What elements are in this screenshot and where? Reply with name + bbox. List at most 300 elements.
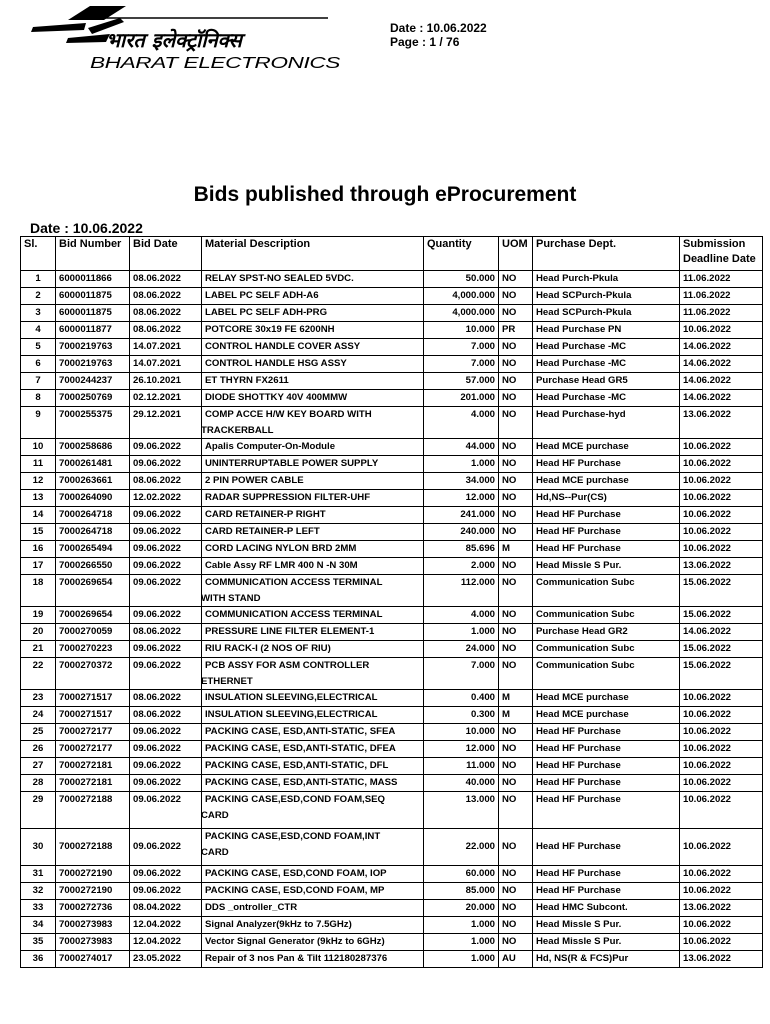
col-sl: Sl. (21, 237, 56, 271)
cell-dept: Head Purchase -MC (533, 390, 680, 407)
cell-deadline: 15.06.2022 (680, 641, 763, 658)
cell-sl: 28 (21, 775, 56, 792)
cell-deadline: 10.06.2022 (680, 490, 763, 507)
cell-deadline: 15.06.2022 (680, 607, 763, 624)
cell-date: 09.06.2022 (130, 439, 202, 456)
material-description: LABEL PC SELF ADH-PRG (205, 307, 328, 318)
material-description: CONTROL HANDLE COVER ASSY (205, 341, 361, 352)
cell-uom: NO (499, 741, 533, 758)
material-description: PACKING CASE, ESD,COND FOAM, MP (205, 885, 385, 896)
cell-deadline: 10.06.2022 (680, 724, 763, 741)
cell-sl: 23 (21, 690, 56, 707)
table-row (21, 707, 763, 724)
cell-bid: 7000272190 (56, 883, 130, 900)
cell-qty: 4,000.000 (424, 288, 499, 305)
cell-deadline: 11.06.2022 (680, 288, 763, 305)
cell-deadline: 13.06.2022 (680, 900, 763, 917)
cell-uom: NO (499, 829, 533, 866)
material-description: PACKING CASE, ESD,ANTI-STATIC, DFEA (205, 743, 396, 754)
cell-dept: Head HF Purchase (533, 829, 680, 866)
material-description: 2 PIN POWER CABLE (205, 475, 304, 486)
cell-deadline: 10.06.2022 (680, 439, 763, 456)
table-row (21, 507, 763, 524)
material-description: LABEL PC SELF ADH-A6 (205, 290, 319, 301)
table-row (21, 456, 763, 473)
cell-date: 08.06.2022 (130, 707, 202, 724)
table-row (21, 900, 763, 917)
cell-uom: NO (499, 456, 533, 473)
cell-desc (202, 724, 424, 741)
table-row (21, 792, 763, 829)
cell-deadline: 10.06.2022 (680, 507, 763, 524)
cell-dept: Communication Subc (533, 607, 680, 624)
cell-dept: Head HF Purchase (533, 758, 680, 775)
cell-desc (202, 356, 424, 373)
cell-dept: Head SCPurch-Pkula (533, 288, 680, 305)
cell-dept: Communication Subc (533, 575, 680, 607)
cell-date: 09.06.2022 (130, 829, 202, 866)
cell-qty: 4.000 (424, 407, 499, 439)
table-row (21, 690, 763, 707)
cell-deadline: 10.06.2022 (680, 690, 763, 707)
cell-uom: NO (499, 758, 533, 775)
cell-deadline: 10.06.2022 (680, 473, 763, 490)
cell-sl: 29 (21, 792, 56, 829)
material-description: POTCORE 30x19 FE 6200NH (205, 324, 335, 335)
cell-bid: 7000272181 (56, 775, 130, 792)
cell-desc (202, 866, 424, 883)
cell-date: 09.06.2022 (130, 792, 202, 829)
cell-desc (202, 288, 424, 305)
cell-date: 08.06.2022 (130, 473, 202, 490)
cell-uom: NO (499, 524, 533, 541)
material-description: PACKING CASE, ESD,ANTI-STATIC, MASS (205, 777, 398, 788)
cell-deadline: 10.06.2022 (680, 917, 763, 934)
cell-date: 23.05.2022 (130, 951, 202, 968)
cell-desc (202, 439, 424, 456)
cell-qty: 7.000 (424, 658, 499, 690)
cell-deadline: 10.06.2022 (680, 322, 763, 339)
table-row (21, 934, 763, 951)
cell-dept: Head MCE purchase (533, 690, 680, 707)
cell-desc (202, 541, 424, 558)
cell-uom: NO (499, 866, 533, 883)
cell-date: 08.06.2022 (130, 288, 202, 305)
cell-bid: 7000272188 (56, 792, 130, 829)
cell-date: 09.06.2022 (130, 641, 202, 658)
company-name-hindi: भारत इलेक्ट्रॉनिक्स (106, 28, 242, 52)
cell-sl: 12 (21, 473, 56, 490)
cell-uom: NO (499, 575, 533, 607)
table-row (21, 322, 763, 339)
material-description: Vector Signal Generator (9kHz to 6GHz) (205, 936, 385, 947)
cell-uom: NO (499, 271, 533, 288)
cell-uom: M (499, 690, 533, 707)
cell-desc (202, 490, 424, 507)
cell-sl: 32 (21, 883, 56, 900)
cell-bid: 7000269654 (56, 575, 130, 607)
col-quantity: Quantity (424, 237, 499, 271)
table-row (21, 373, 763, 390)
cell-sl: 9 (21, 407, 56, 439)
cell-bid: 7000266550 (56, 558, 130, 575)
cell-uom: NO (499, 356, 533, 373)
cell-bid: 7000271517 (56, 707, 130, 724)
cell-dept: Purchase Head GR2 (533, 624, 680, 641)
cell-desc (202, 305, 424, 322)
cell-dept: Head HMC Subcont. (533, 900, 680, 917)
material-description: INSULATION SLEEVING,ELECTRICAL (205, 692, 378, 703)
cell-sl: 19 (21, 607, 56, 624)
cell-date: 09.06.2022 (130, 758, 202, 775)
table-row (21, 607, 763, 624)
cell-dept: Head HF Purchase (533, 741, 680, 758)
cell-qty: 10.000 (424, 724, 499, 741)
bids-table (20, 236, 763, 968)
cell-dept: Hd,NS--Pur(CS) (533, 490, 680, 507)
page-title: Bids published through eProcurement (193, 183, 577, 206)
cell-qty: 22.000 (424, 829, 499, 866)
cell-bid: 7000270372 (56, 658, 130, 690)
cell-desc (202, 707, 424, 724)
table-row (21, 541, 763, 558)
material-description: RIU RACK-I (2 NOS OF RIU) (205, 643, 331, 654)
cell-desc (202, 624, 424, 641)
material-description: PRESSURE LINE FILTER ELEMENT-1 (205, 626, 375, 637)
cell-date: 09.06.2022 (130, 456, 202, 473)
cell-qty: 1.000 (424, 951, 499, 968)
cell-dept: Head HF Purchase (533, 775, 680, 792)
cell-bid: 7000250769 (56, 390, 130, 407)
table-row (21, 658, 763, 690)
cell-sl: 26 (21, 741, 56, 758)
material-description: CONTROL HANDLE HSG ASSY (205, 358, 347, 369)
cell-date: 08.06.2022 (130, 322, 202, 339)
cell-sl: 31 (21, 866, 56, 883)
cell-desc (202, 407, 424, 439)
cell-uom: NO (499, 883, 533, 900)
material-description: PACKING CASE,ESD,COND FOAM,INT (205, 831, 381, 842)
cell-sl: 22 (21, 658, 56, 690)
cell-desc (202, 575, 424, 607)
table-row (21, 288, 763, 305)
cell-date: 12.02.2022 (130, 490, 202, 507)
table-row (21, 917, 763, 934)
cell-desc (202, 741, 424, 758)
cell-desc (202, 390, 424, 407)
col-bid-number: Bid Number (56, 237, 130, 271)
cell-uom: NO (499, 624, 533, 641)
cell-desc (202, 934, 424, 951)
cell-bid: 7000272736 (56, 900, 130, 917)
cell-date: 14.07.2021 (130, 339, 202, 356)
cell-desc (202, 641, 424, 658)
cell-date: 09.06.2022 (130, 558, 202, 575)
cell-desc (202, 271, 424, 288)
cell-dept: Head Purchase -MC (533, 356, 680, 373)
cell-sl: 14 (21, 507, 56, 524)
table-row (21, 741, 763, 758)
cell-sl: 8 (21, 390, 56, 407)
cell-uom: NO (499, 558, 533, 575)
cell-bid: 7000273983 (56, 934, 130, 951)
cell-uom: NO (499, 900, 533, 917)
cell-uom: NO (499, 439, 533, 456)
bel-logo (28, 4, 348, 74)
cell-bid: 6000011877 (56, 322, 130, 339)
cell-dept: Head HF Purchase (533, 866, 680, 883)
cell-dept: Head HF Purchase (533, 524, 680, 541)
cell-dept: Head Missle S Pur. (533, 934, 680, 951)
cell-desc (202, 829, 424, 866)
cell-uom: NO (499, 390, 533, 407)
table-row (21, 439, 763, 456)
col-uom: UOM (499, 237, 533, 271)
cell-deadline: 15.06.2022 (680, 575, 763, 607)
col-deadline: Submission Deadline Date (680, 237, 763, 271)
cell-qty: 50.000 (424, 271, 499, 288)
cell-sl: 5 (21, 339, 56, 356)
cell-desc (202, 456, 424, 473)
table-row (21, 339, 763, 356)
cell-bid: 7000263661 (56, 473, 130, 490)
cell-qty: 12.000 (424, 490, 499, 507)
cell-date: 08.06.2022 (130, 690, 202, 707)
cell-qty: 13.000 (424, 792, 499, 829)
cell-deadline: 10.06.2022 (680, 456, 763, 473)
material-description: CARD RETAINER-P LEFT (205, 526, 320, 537)
cell-qty: 1.000 (424, 917, 499, 934)
cell-dept: Purchase Head GR5 (533, 373, 680, 390)
cell-sl: 3 (21, 305, 56, 322)
cell-bid: 7000272181 (56, 758, 130, 775)
cell-date: 09.06.2022 (130, 575, 202, 607)
table-row (21, 390, 763, 407)
cell-bid: 7000219763 (56, 339, 130, 356)
cell-qty: 34.000 (424, 473, 499, 490)
cell-bid: 7000244237 (56, 373, 130, 390)
cell-date: 08.06.2022 (130, 305, 202, 322)
cell-desc (202, 951, 424, 968)
material-description: RADAR SUPPRESSION FILTER-UHF (205, 492, 371, 503)
material-description: DDS _ontroller_CTR (205, 902, 298, 913)
material-description: COMMUNICATION ACCESS TERMINAL (205, 577, 383, 588)
cell-uom: M (499, 541, 533, 558)
cell-bid: 7000272177 (56, 724, 130, 741)
cell-qty: 201.000 (424, 390, 499, 407)
cell-uom: NO (499, 373, 533, 390)
cell-dept: Head Purchase PN (533, 322, 680, 339)
col-material: Material Description (202, 237, 424, 271)
cell-date: 08.06.2022 (130, 624, 202, 641)
cell-deadline: 10.06.2022 (680, 934, 763, 951)
cell-date: 09.06.2022 (130, 775, 202, 792)
cell-desc (202, 775, 424, 792)
cell-bid: 7000270059 (56, 624, 130, 641)
cell-bid: 7000265494 (56, 541, 130, 558)
cell-uom: NO (499, 917, 533, 934)
cell-sl: 24 (21, 707, 56, 724)
cell-desc (202, 900, 424, 917)
cell-dept: Head MCE purchase (533, 439, 680, 456)
cell-deadline: 14.06.2022 (680, 356, 763, 373)
cell-desc (202, 758, 424, 775)
cell-bid: 7000272177 (56, 741, 130, 758)
cell-uom: NO (499, 724, 533, 741)
cell-sl: 10 (21, 439, 56, 456)
cell-sl: 34 (21, 917, 56, 934)
cell-qty: 1.000 (424, 624, 499, 641)
cell-sl: 11 (21, 456, 56, 473)
table-row (21, 524, 763, 541)
cell-bid: 7000272190 (56, 866, 130, 883)
table-row (21, 356, 763, 373)
cell-uom: NO (499, 490, 533, 507)
cell-qty: 240.000 (424, 524, 499, 541)
cell-sl: 21 (21, 641, 56, 658)
cell-sl: 17 (21, 558, 56, 575)
cell-date: 09.06.2022 (130, 883, 202, 900)
cell-deadline: 10.06.2022 (680, 758, 763, 775)
material-description: DIODE SHOTTKY 40V 400MMW (205, 392, 348, 403)
cell-desc (202, 373, 424, 390)
company-name-english: BHARAT ELECTRONICS (90, 55, 341, 72)
material-description: UNINTERRUPTABLE POWER SUPPLY (205, 458, 379, 469)
cell-sl: 4 (21, 322, 56, 339)
cell-dept: Communication Subc (533, 641, 680, 658)
header-date: Date : 10.06.2022 (390, 21, 487, 35)
cell-bid: 7000264718 (56, 507, 130, 524)
cell-date: 14.07.2021 (130, 356, 202, 373)
cell-sl: 36 (21, 951, 56, 968)
cell-sl: 20 (21, 624, 56, 641)
cell-desc (202, 339, 424, 356)
cell-qty: 7.000 (424, 339, 499, 356)
cell-qty: 241.000 (424, 507, 499, 524)
material-description: ET THYRN FX2611 (205, 375, 289, 386)
cell-dept: Head Purch-Pkula (533, 271, 680, 288)
cell-deadline: 10.06.2022 (680, 866, 763, 883)
material-description: RELAY SPST-NO SEALED 5VDC. (205, 273, 354, 284)
cell-date: 02.12.2021 (130, 390, 202, 407)
cell-dept: Head SCPurch-Pkula (533, 305, 680, 322)
cell-uom: NO (499, 658, 533, 690)
cell-sl: 16 (21, 541, 56, 558)
cell-date: 12.04.2022 (130, 934, 202, 951)
table-row (21, 883, 763, 900)
table-row (21, 271, 763, 288)
material-description-cont: TRACKERBALL (201, 424, 274, 436)
cell-sl: 7 (21, 373, 56, 390)
cell-qty: 4,000.000 (424, 305, 499, 322)
cell-qty: 85.000 (424, 883, 499, 900)
cell-deadline: 13.06.2022 (680, 951, 763, 968)
cell-desc (202, 658, 424, 690)
cell-sl: 33 (21, 900, 56, 917)
cell-sl: 27 (21, 758, 56, 775)
material-description: PACKING CASE, ESD,ANTI-STATIC, DFL (205, 760, 389, 771)
cell-sl: 35 (21, 934, 56, 951)
cell-uom: PR (499, 322, 533, 339)
cell-desc (202, 607, 424, 624)
cell-dept: Head Missle S Pur. (533, 558, 680, 575)
table-row (21, 724, 763, 741)
cell-uom: NO (499, 339, 533, 356)
cell-deadline: 10.06.2022 (680, 741, 763, 758)
cell-desc (202, 507, 424, 524)
material-description: Cable Assy RF LMR 400 N -N 30M (205, 560, 358, 571)
cell-bid: 7000273983 (56, 917, 130, 934)
cell-deadline: 11.06.2022 (680, 305, 763, 322)
cell-bid: 7000258686 (56, 439, 130, 456)
cell-deadline: 15.06.2022 (680, 658, 763, 690)
cell-date: 29.12.2021 (130, 407, 202, 439)
cell-qty: 1.000 (424, 934, 499, 951)
cell-uom: NO (499, 607, 533, 624)
cell-bid: 7000269654 (56, 607, 130, 624)
cell-uom: NO (499, 792, 533, 829)
cell-deadline: 10.06.2022 (680, 883, 763, 900)
material-description: PACKING CASE, ESD,COND FOAM, IOP (205, 868, 387, 879)
material-description: Repair of 3 nos Pan & Tilt 112180287376 (205, 953, 388, 964)
cell-bid: 6000011875 (56, 288, 130, 305)
cell-qty: 1.000 (424, 456, 499, 473)
cell-qty: 11.000 (424, 758, 499, 775)
cell-qty: 12.000 (424, 741, 499, 758)
cell-date: 09.06.2022 (130, 524, 202, 541)
report-date: Date : 10.06.2022 (30, 220, 143, 236)
cell-sl: 2 (21, 288, 56, 305)
cell-sl: 18 (21, 575, 56, 607)
table-row (21, 758, 763, 775)
cell-date: 09.06.2022 (130, 866, 202, 883)
cell-dept: Head HF Purchase (533, 883, 680, 900)
cell-bid: 7000272188 (56, 829, 130, 866)
cell-uom: NO (499, 507, 533, 524)
material-description-cont: WITH STAND (201, 592, 261, 604)
material-description-cont: ETHERNET (201, 675, 253, 687)
cell-dept: Head HF Purchase (533, 541, 680, 558)
cell-bid: 6000011866 (56, 271, 130, 288)
cell-uom: NO (499, 305, 533, 322)
cell-deadline: 10.06.2022 (680, 524, 763, 541)
material-description: CORD LACING NYLON BRD 2MM (205, 543, 357, 554)
table-row (21, 866, 763, 883)
cell-qty: 10.000 (424, 322, 499, 339)
cell-sl: 25 (21, 724, 56, 741)
cell-dept: Hd, NS(R & FCS)Pur (533, 951, 680, 968)
cell-qty: 85.696 (424, 541, 499, 558)
cell-deadline: 10.06.2022 (680, 541, 763, 558)
cell-uom: NO (499, 641, 533, 658)
material-description: Signal Analyzer(9kHz to 7.5GHz) (205, 919, 352, 930)
material-description: PACKING CASE,ESD,COND FOAM,SEQ (205, 794, 385, 805)
cell-bid: 7000261481 (56, 456, 130, 473)
cell-date: 26.10.2021 (130, 373, 202, 390)
material-description: COMMUNICATION ACCESS TERMINAL (205, 609, 383, 620)
cell-desc (202, 917, 424, 934)
cell-uom: NO (499, 288, 533, 305)
cell-dept: Communication Subc (533, 658, 680, 690)
table-row (21, 558, 763, 575)
table-row (21, 575, 763, 607)
table-row (21, 829, 763, 866)
cell-date: 08.06.2022 (130, 271, 202, 288)
cell-qty: 57.000 (424, 373, 499, 390)
cell-deadline: 14.06.2022 (680, 339, 763, 356)
cell-deadline: 13.06.2022 (680, 558, 763, 575)
material-description: PACKING CASE, ESD,ANTI-STATIC, SFEA (205, 726, 396, 737)
